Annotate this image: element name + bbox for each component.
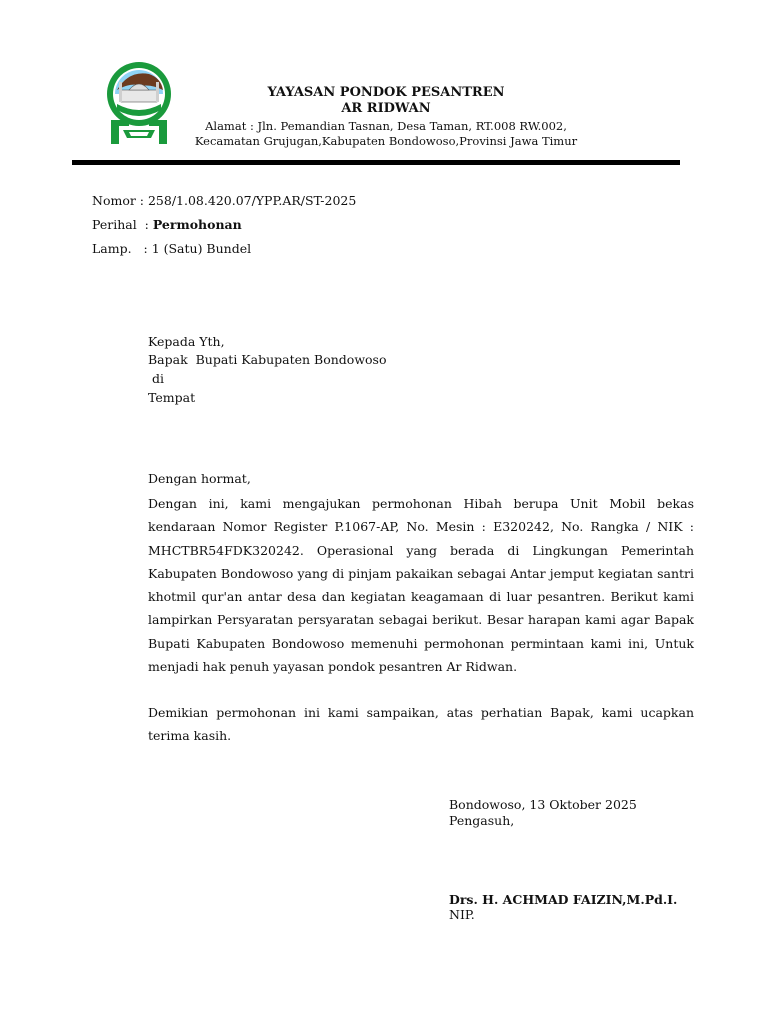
body-paragraph-1: Dengan ini, kami mengajukan permohonan Hibah berupa Unit Mobil bekas kendaraan Nomor Register P.1067-AP, No. Mesin : E320242, No. Rangka / NIK : MHCTBR54FDK320242. Operasional yang berada di Lingkungan Pemerintah Kabupaten Bondowoso yang di pinjam pakaikan sebagai Antar jemput kegiatan santri khotmil qur'an antar desa dan kegiatan keagamaan di luar pesantren. Berikut kami lampirkan Persyaratan persyaratan sebagai berikut. Besar harapan kami agar Bapak Bupati Kabupaten Bondowoso memenuhi permohonan permintaan kami ini, Untuk menjadi hak penuh yayasan pondok pesantren Ar Ridwan. — [148, 496, 694, 675]
body-paragraph-2: Demikian permohonan ini kami sampaikan, atas perhatian Bapak, kami ucapkan terima kasih. — [148, 705, 694, 744]
recipient-salutation: Kepada Yth, — [148, 334, 225, 349]
organization-name: YAYASAN PONDOK PESANTREN — [267, 85, 505, 100]
address-line-2: Kecamatan Grujugan,Kabupaten Bondowoso,Provinsi Jawa Timur — [194, 134, 578, 148]
nomor-label: Nomor : — [92, 193, 148, 208]
recipient-place: Tempat — [148, 390, 196, 405]
letter-attachment — [92, 241, 251, 257]
perihal-label: Perihal : — [92, 217, 153, 232]
perihal-value: Permohonan — [152, 217, 242, 232]
letter-number — [92, 193, 356, 209]
greeting: Dengan hormat, — [148, 471, 251, 486]
organization-subname: AR RIDWAN — [341, 101, 431, 116]
letter-subject — [92, 217, 242, 233]
lamp-value: 1 (Satu) Bundel — [151, 241, 252, 256]
signatory-nip: NIP. — [449, 907, 475, 922]
address-line-1: Alamat : Jln. Pemandian Tasnan, Desa Taman, RT.008 RW.002, — [205, 119, 567, 133]
place-date: Bondowoso, 13 Oktober 2025 — [449, 797, 637, 812]
lamp-label: Lamp. : — [92, 241, 152, 256]
signatory-position: Pengasuh, — [449, 813, 515, 828]
header-divider — [72, 160, 680, 165]
recipient-preposition: di — [148, 371, 164, 386]
signatory-name: Drs. H. ACHMAD FAIZIN,M.Pd.I. — [449, 892, 678, 907]
recipient-name: Bapak Bupati Kabupaten Bondowoso — [148, 352, 387, 367]
nomor-value: 258/1.08.420.07/YPP.AR/ST-2025 — [147, 193, 357, 208]
